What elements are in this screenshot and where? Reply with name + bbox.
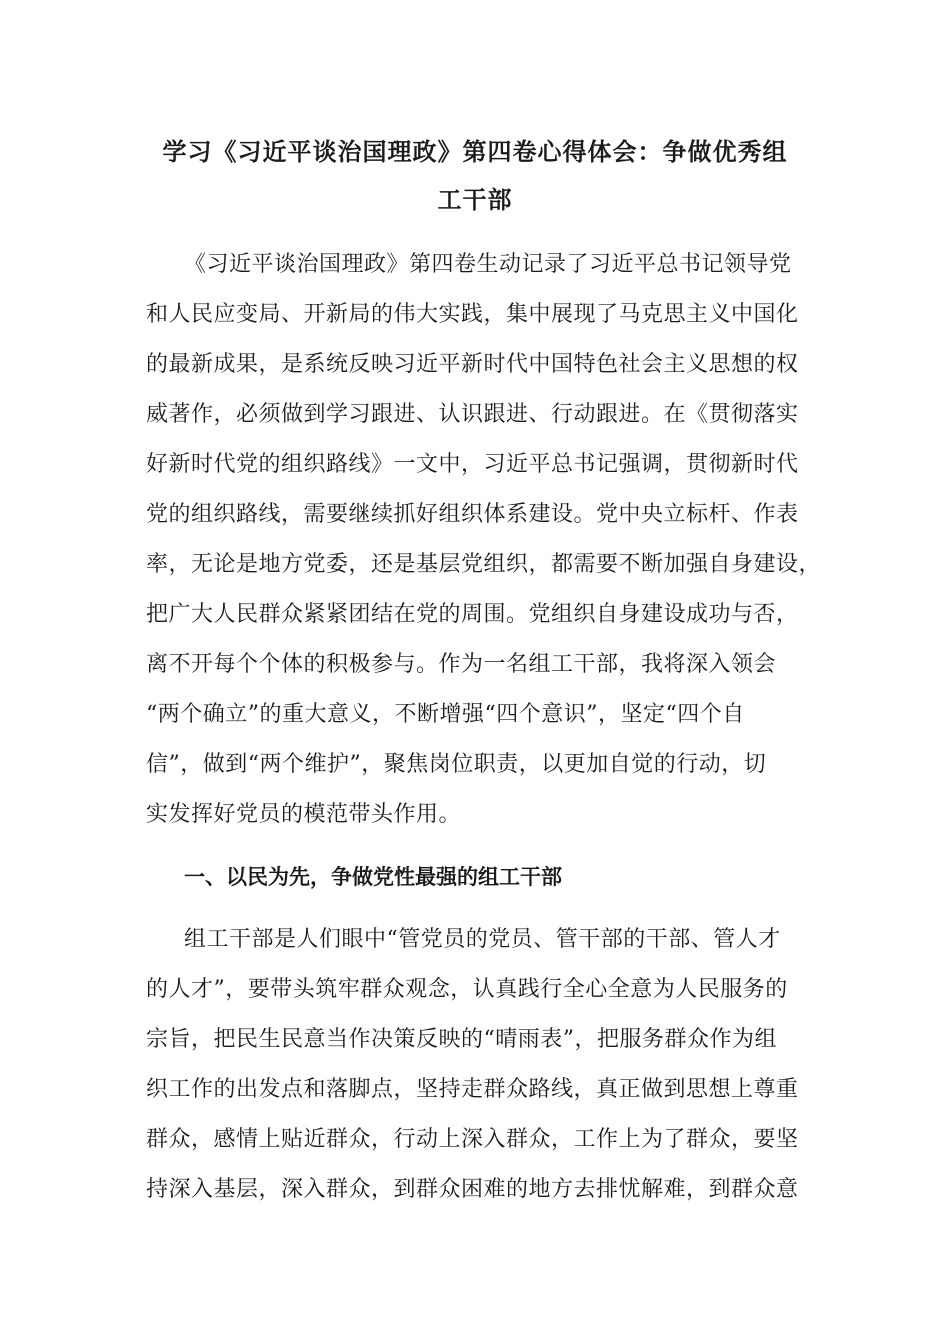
intro-line: 率，无论是地方党委，还是基层党组织，都需要不断加强自身建设， — [146, 552, 822, 577]
intro-line: 实发挥好党员的模范带头作用。 — [146, 802, 462, 827]
section-heading: 一、以民为先，争做党性最强的组工干部 — [184, 865, 562, 889]
intro-line: 好新时代党的组织路线》一文中，习近平总书记强调，贯彻新时代 — [146, 452, 799, 477]
intro-line: “两个确立”的重大意义，不断增强“四个意识”，坚定“四个自 — [146, 702, 745, 727]
section-line: 组工干部是人们眼中“管党员的党员、管干部的干部、管人才 — [184, 927, 781, 952]
intro-line: 党的组织路线，需要继续抓好组织体系建设。党中央立标杆、作表 — [146, 502, 799, 527]
intro-line: 离不开每个个体的积极参与。作为一名组工干部，我将深入领会 — [146, 652, 777, 677]
section-line: 持深入基层，深入群众，到群众困难的地方去排忧解难，到群众意 — [146, 1177, 799, 1202]
section-line: 的人才”，要带头筑牢群众观念，认真践行全心全意为人民服务的 — [146, 977, 788, 1002]
intro-line: 信”，做到“两个维护”，聚焦岗位职责，以更加自觉的行动，切 — [146, 752, 767, 777]
intro-line: 威著作，必须做到学习跟进、认识跟进、行动跟进。在《贯彻落实 — [146, 402, 799, 427]
intro-line: 把广大人民群众紧紧团结在党的周围。党组织自身建设成功与否， — [146, 602, 799, 627]
intro-line: 和人民应变局、开新局的伟大实践，集中展现了马克思主义中国化 — [146, 302, 799, 327]
section-line: 宗旨，把民生民意当作决策反映的“晴雨表”，把服务群众作为组 — [146, 1027, 777, 1052]
document-title-line-2: 工干部 — [437, 186, 513, 214]
intro-line: 《习近平谈治国理政》第四卷生动记录了习近平总书记领导党 — [184, 252, 792, 277]
document-title-line-1: 学习《习近平谈治国理政》第四卷心得体会：争做优秀组 — [162, 138, 788, 166]
intro-line: 的最新成果，是系统反映习近平新时代中国特色社会主义思想的权 — [146, 352, 799, 377]
section-line: 织工作的出发点和落脚点，坚持走群众路线，真正做到思想上尊重 — [146, 1077, 799, 1102]
section-line: 群众，感情上贴近群众，行动上深入群众，工作上为了群众，要坚 — [146, 1127, 799, 1152]
